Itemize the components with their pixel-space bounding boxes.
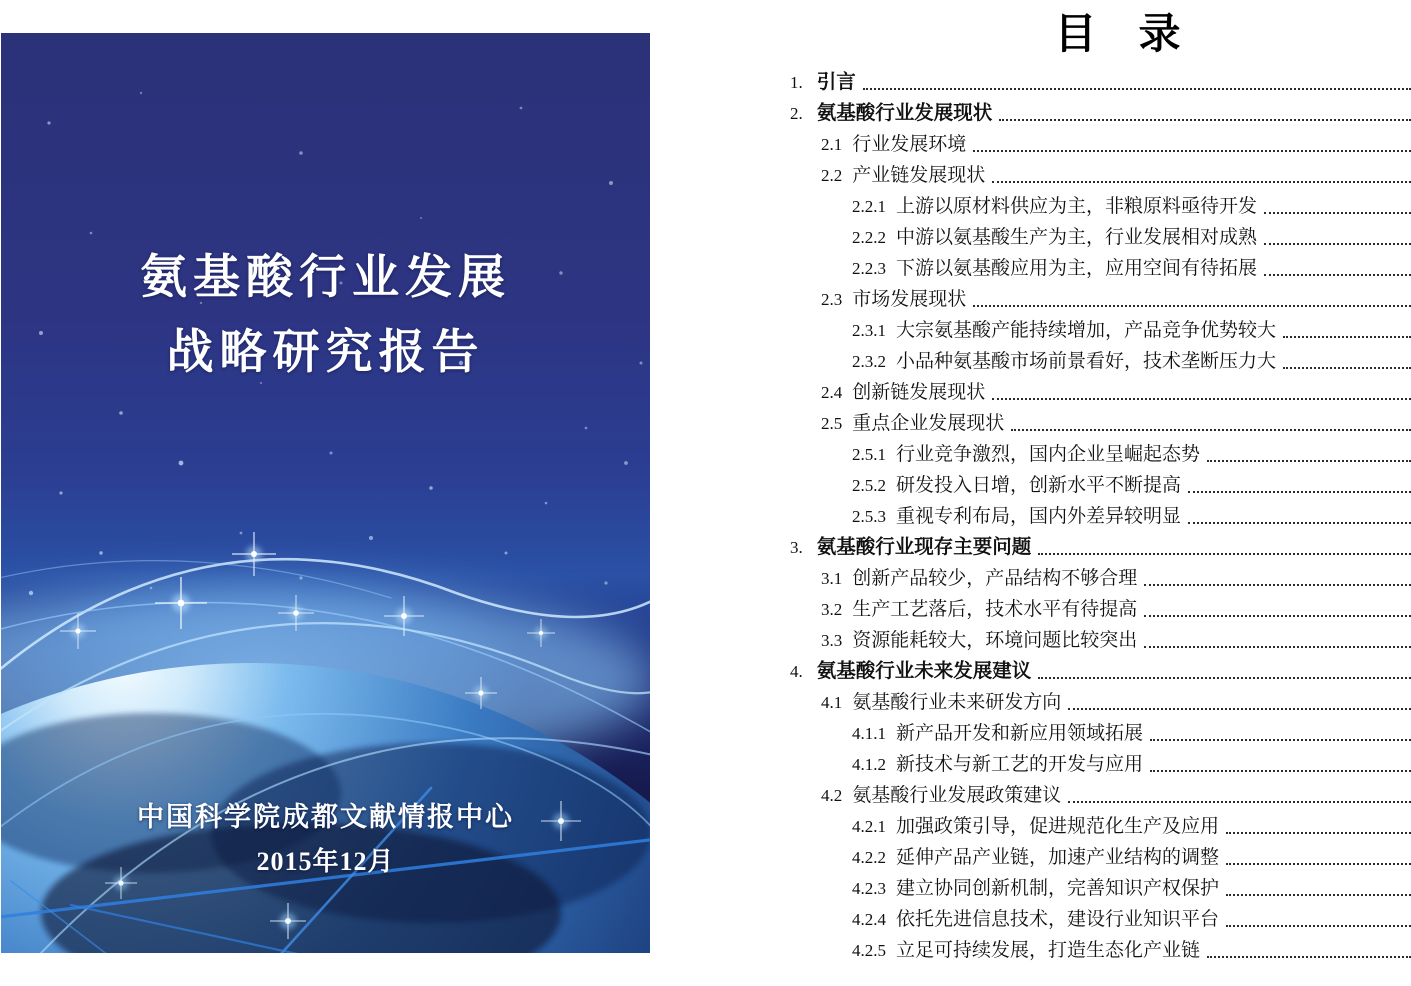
toc-entry-number: 2.5 [821,414,843,433]
toc-title: 目 录 [1054,12,1181,58]
toc-dot-leader [1207,460,1411,462]
toc-dot-leader [1068,801,1411,803]
toc-dot-leader [1150,770,1411,772]
toc-entry-label: 资源能耗较大，环境问题比较突出 [852,630,1138,651]
toc-entry [780,466,1411,497]
toc-entry [780,156,1411,187]
toc-entry [780,311,1411,342]
toc-entry [780,776,1411,807]
toc-dot-leader [999,119,1411,121]
toc-entry-number: 4.2.2 [852,848,886,867]
toc-entry-number: 4.2.4 [852,910,886,929]
toc-entry [780,683,1411,714]
toc-dot-leader [1144,584,1411,586]
toc-entry-label: 创新链发展现状 [852,382,986,403]
toc-entry-number: 2.1 [821,135,843,154]
toc-entry [780,125,1411,156]
toc-entry [780,497,1411,528]
toc-entry-label: 下游以氨基酸应用为主，应用空间有待拓展 [896,258,1258,279]
toc-entry-number: 2.3.2 [852,352,886,371]
cover-title-line1: 氨基酸行业发展 [140,252,511,304]
toc-entry-number: 4. [790,662,803,681]
toc-entry-label: 建立协同创新机制，完善知识产权保护 [896,878,1220,899]
toc-entry-label: 产业链发展现状 [852,165,986,186]
toc-entry-label: 创新产品较少，产品结构不够合理 [852,568,1138,589]
cover-date: 2015年12月 [256,847,395,876]
toc-entry-number: 2.3.1 [852,321,886,340]
toc-entry-number: 4.2 [821,786,843,805]
toc-entry-number: 2.2.3 [852,259,886,278]
toc-entry [780,621,1411,652]
toc-entry-label: 依托先进信息技术，建设行业知识平台 [896,909,1220,930]
toc-entry-number: 4.2.3 [852,879,886,898]
cover-title-line2: 战略研究报告 [166,327,485,379]
toc-entry-label: 重视专利布局，国内外差异较明显 [896,506,1182,527]
toc-entry-number: 3. [790,538,803,557]
toc-dot-leader [1011,429,1411,431]
toc-entry [780,63,1411,94]
report-cover-page [1,33,650,953]
toc-entry [780,280,1411,311]
toc-entry [780,807,1411,838]
toc-entry-label: 延伸产品产业链，加速产业结构的调整 [896,847,1220,868]
toc-entry-label: 研发投入日增，创新水平不断提高 [896,475,1182,496]
toc-dot-leader [1144,615,1411,617]
toc-entry-label: 氨基酸行业发展政策建议 [852,785,1062,806]
toc-entry [780,94,1411,125]
toc-entry [780,218,1411,249]
toc-entry-number: 2.4 [821,383,843,402]
toc-entry [780,559,1411,590]
toc-dot-leader [1038,677,1411,679]
toc-dot-leader [1264,243,1411,245]
toc-entry-label: 行业竞争激烈，国内企业呈崛起态势 [896,444,1201,465]
toc-dot-leader [1283,367,1411,369]
toc-entry-number: 2.2 [821,166,843,185]
toc-entry [780,404,1411,435]
toc-entry [780,249,1411,280]
toc-entry-label: 市场发展现状 [852,289,967,310]
toc-entry-number: 2.2.2 [852,228,886,247]
toc-entry-number: 1. [790,73,803,92]
toc-entry-label: 小品种氨基酸市场前景看好，技术垄断压力大 [896,351,1277,372]
toc-entry [780,838,1411,869]
toc-dot-leader [1188,522,1411,524]
toc-entry-number: 4.2.5 [852,941,886,960]
toc-entry-label: 氨基酸行业未来研发方向 [852,692,1062,713]
toc-list [780,63,1411,962]
toc-dot-leader [1068,708,1411,710]
toc-entry-number: 3.1 [821,569,843,588]
cover-title [1,241,650,391]
toc-entry-label: 上游以原材料供应为主，非粮原料亟待开发 [896,196,1258,217]
toc-entry [780,900,1411,931]
toc-entry [780,590,1411,621]
toc-entry-label: 新技术与新工艺的开发与应用 [896,754,1144,775]
toc-dot-leader [1226,925,1411,927]
toc-entry-number: 4.1.1 [852,724,886,743]
toc-entry-number: 2. [790,104,803,123]
toc-dot-leader [1226,894,1411,896]
toc-dot-leader [1144,646,1411,648]
toc-page [780,0,1411,986]
toc-entry-number: 2.5.1 [852,445,886,464]
toc-entry-label: 氨基酸行业未来发展建议 [816,660,1032,682]
toc-entry-label: 中游以氨基酸生产为主，行业发展相对成熟 [896,227,1258,248]
toc-entry [780,187,1411,218]
toc-entry-label: 新产品开发和新应用领域拓展 [896,723,1144,744]
cover-organization: 中国科学院成都文献情报中心 [137,802,514,832]
toc-entry-label: 行业发展环境 [852,134,967,155]
toc-dot-leader [973,305,1411,307]
toc-dot-leader [1188,491,1411,493]
toc-dot-leader [992,398,1411,400]
toc-entry-number: 4.2.1 [852,817,886,836]
toc-entry-number: 2.2.1 [852,197,886,216]
toc-dot-leader [1038,553,1411,555]
toc-entry-number: 3.3 [821,631,843,650]
toc-dot-leader [1226,863,1411,865]
toc-entry-label: 加强政策引导，促进规范化生产及应用 [896,816,1220,837]
toc-dot-leader [1226,832,1411,834]
toc-entry-label: 氨基酸行业发展现状 [816,102,993,124]
toc-dot-leader [1264,212,1411,214]
toc-dot-leader [1264,274,1411,276]
toc-dot-leader [1283,336,1411,338]
toc-entry [780,714,1411,745]
toc-entry-label: 引言 [816,71,856,93]
toc-entry-label: 氨基酸行业现存主要问题 [816,536,1032,558]
toc-entry [780,528,1411,559]
toc-dot-leader [1207,956,1411,958]
toc-entry-label: 立足可持续发展，打造生态化产业链 [896,940,1201,961]
toc-entry-number: 4.1.2 [852,755,886,774]
toc-entry [780,342,1411,373]
toc-entry [780,435,1411,466]
toc-dot-leader [973,150,1411,152]
toc-entry [780,745,1411,776]
toc-entry-label: 生产工艺落后，技术水平有待提高 [852,599,1138,620]
toc-entry [780,373,1411,404]
toc-entry-number: 2.5.3 [852,507,886,526]
toc-entry-number: 2.5.2 [852,476,886,495]
toc-dot-leader [992,181,1411,183]
toc-entry [780,652,1411,683]
toc-entry-number: 3.2 [821,600,843,619]
toc-entry [780,931,1411,962]
toc-dot-leader [863,88,1411,90]
toc-entry-number: 4.1 [821,693,843,712]
toc-entry-label: 大宗氨基酸产能持续增加，产品竞争优势较大 [896,320,1277,341]
toc-entry-label: 重点企业发展现状 [852,413,1005,434]
toc-entry-number: 2.3 [821,290,843,309]
toc-dot-leader [1150,739,1411,741]
toc-entry [780,869,1411,900]
